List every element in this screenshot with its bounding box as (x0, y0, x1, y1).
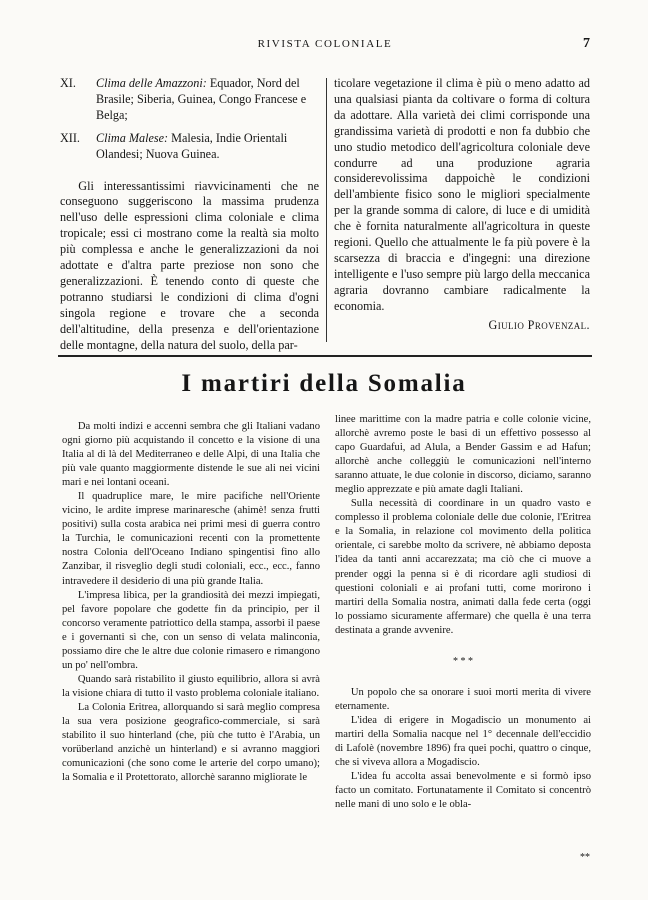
page-number: 7 (583, 36, 590, 51)
body-paragraph: L'idea fu accolta assai benevolmente e si formò ipso facto un comitato. Fortunatamente il Comitato si concentrò nelle mani di uno solo e le obla- (335, 771, 591, 811)
climate-term: Clima delle Amazzoni: (96, 76, 207, 90)
climate-list-item (60, 131, 319, 163)
column-divider (326, 78, 327, 342)
previous-article-left-column (60, 76, 319, 354)
body-paragraph: Il quadruplice mare, le mire pacifiche nell'Oriente vicino, le ardite imprese marinaresche (ahimè! senza frutti positivi) sulla costa arabica nei primi mesi di guerra contro la Turchia, le comunicazioni recenti con la promettente nostra Colonia dell'Oceano Indiano spingentisi fino allo Zanzibar, il risveglio degli studi coloniali, ecc., ecc., fanno intravedere il desiderio di una più grande Italia. (62, 491, 320, 587)
running-header (60, 38, 590, 56)
body-paragraph: L'impresa libica, per la grandiosità dei mezzi impiegati, pel favore popolare che godette fin da principio, per il concorso veramente patriottico della stampa, assorbì il paese e i governanti sì che, con un senso di velata malinconia, possiamo dire che le altre due colonie rimasero e rimangono un po' nell'ombra. (62, 589, 320, 671)
signature-mark: ** (580, 852, 590, 863)
article-title: I martiri della Somalia (181, 370, 467, 397)
body-paragraph: Da molti indizi e accenni sembra che gli Italiani vadano ogni giorno più acquistando il concetto e la visione di una Italia al di là del Mediterraneo e delle Alpi, di una Italia che più vale quanto maggiormente distende le sue ali nei vicini mari e nei lontani oceani. (62, 421, 320, 489)
article-left-column (62, 420, 320, 785)
section-rule (58, 355, 592, 357)
article-right-column (335, 413, 591, 812)
journal-title: RIVISTA COLONIALE (257, 38, 393, 50)
climate-regions: Equador, Nord del Brasile; Siberia, Guinea, Congo Francese e Belga; (96, 76, 307, 122)
author-signature: Giulio Provenzal. (488, 317, 590, 332)
body-paragraph: Gli interessantissimi riavvicinamenti che ne conseguono suggeriscono la massima prudenza nell'uso delle espressioni clima coloniale e clima tropicale; essi ci mostrano come la realtà sia molto più complessa e anche le generalizzazioni da noi adottate e d'altra parte preziose non sono che generalizzazioni. È tenendo conto di queste che potranno studiarsi le condizioni di clima d'ogni singola regione e trovare che a seconda dell'altitudine, della presenza e dell'orientazione delle montagne, della natura del suolo, della par- (60, 178, 319, 352)
climate-list-item (60, 76, 319, 124)
body-paragraph: ticolare vegetazione il clima è più o meno adatto ad una qualsiasi pianta da coltivare o forma di coltura da adottare. Alla varietà dei climi corrisponde una grandissima varietà di prodotti e non fa dubbio che uno studio metodico dell'agricoltura coloniale deve condurre ad una produzione agraria considerevolissima dappoichè le condizioni dell'ambiente fisico sono le migliori specialmente per la grande somma di calore, di luce e di umidità che è fornita naturalmente all'agricoltura in queste regioni. Quello che attualmente le fa più povere è la scarsezza di braccia e d'ingegni: una direzione intelligente e l'uso sempre più largo della meccanica agraria dovranno cambiare radicalmente la economia. (334, 76, 590, 313)
section-asterism: * * * (453, 655, 473, 667)
climate-regions: Malesia, Indie Orientali Olandesi; Nuova Guinea. (96, 130, 288, 161)
body-paragraph: linee marittime con la madre patria e colle colonie vicine, allorchè avremo poste le basi di un effettivo possesso al capo Guardafui, ad Alula, a Bender Gassim e ad Hafun; allorchè anche colleggiù le comunicazioni nell'interno saranno attuate, le due colonie in discorso, diciamo, saranno meglio apprezzate e più amate dagli Italiani. (335, 414, 591, 496)
climate-term: Clima Malese: (96, 130, 169, 145)
previous-article-right-column (334, 76, 590, 334)
body-paragraph: Un popolo che sa onorare i suoi morti merita di vivere eternamente. (335, 686, 591, 712)
body-paragraph: L'idea di erigere in Mogadiscio un monumento ai martiri della Somalia nacque nel 1° decennale dell'eccidio di Lafolè (novembre 1896) fra quei pochi, quattro o cinque, che si viveva allora a Mogadiscio. (335, 714, 591, 768)
body-paragraph: Sulla necessità di coordinare in un quadro vasto e complesso il problema coloniale delle due colonie, l'Eritrea e la Somalia, in relazione col movimento della politica orientale, ci sarebbe molto da scrivere, nè abbiamo deposta l'idea da tanti anni accarezzata; ma ciò che ci muove a prender oggi la penna si è di ricordare agli studiosi di questioni coloniali e ai profani tutti, come morirono i martiri della Somalia nostra, animati dalla fede certa (oggi lo possiamo sicuramente affermare) che quella è una terra destinata a grande avvenire. (335, 498, 591, 636)
body-paragraph: La Colonia Eritrea, allorquando si sarà meglio compresa la sua vera posizione geografico-commerciale, si sarà stabilito il suo hinterland (che, più che tutto è l'Arabia, un vorüberland anzichè un hinterland) e si avranno maggiori comunicazioni (che sono come le arterie del corpo umano); la Somalia e il Protettorato, allorchè saranno migliorate le (62, 701, 320, 784)
list-number: XI. (60, 76, 76, 90)
list-number: XII. (60, 130, 80, 145)
body-paragraph: Quando sarà ristabilito il giusto equilibrio, allora si avrà la visione chiara di tutto il vasto problema coloniale italiano. (62, 673, 320, 699)
